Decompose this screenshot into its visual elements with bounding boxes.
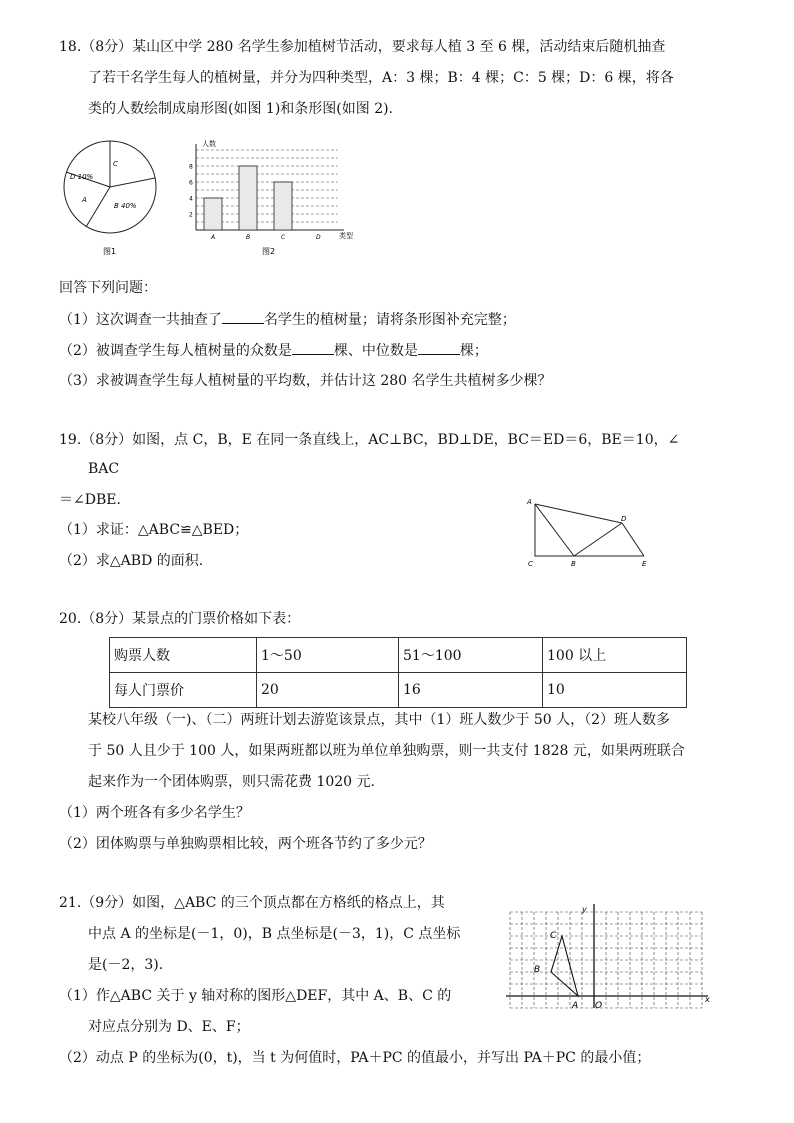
q20-line-4: 起来作为一个团体购票，则只需花费 1020 元. bbox=[88, 774, 375, 790]
bar-x-axis-label: 类型 bbox=[339, 232, 353, 240]
segment-a-b bbox=[535, 504, 574, 556]
q18-part-2-text-a: （2）被调查学生每人植树量的众数是 bbox=[59, 343, 292, 359]
table-cell: 51～100 bbox=[399, 638, 543, 673]
q21-line-2: 中点 A 的坐标是(－1，0)，B 点坐标是(－3，1)，C 点坐标 bbox=[88, 926, 461, 942]
y-tick-label: 4 bbox=[189, 195, 193, 203]
q18-part-1-text-a: （1）这次调查一共抽查了 bbox=[59, 312, 222, 328]
q19-part-1: （1）求证：△ABC≌△BED； bbox=[59, 522, 249, 538]
q18-part-1 bbox=[59, 309, 516, 330]
point-label-b: B bbox=[534, 965, 541, 975]
triangle-abc bbox=[551, 936, 578, 996]
table-cell: 每人门票价 bbox=[110, 673, 257, 708]
q18-part-3: （3）求被调查学生每人植树量的平均数，并估计这 280 名学生共植树多少棵？ bbox=[59, 373, 552, 389]
x-tick-label: D bbox=[316, 234, 321, 241]
x-tick-label: C bbox=[281, 234, 286, 241]
q21-line-3: 是(－2，3). bbox=[88, 957, 164, 973]
line-c-e bbox=[535, 504, 644, 556]
segment-a-d bbox=[535, 504, 622, 523]
q20-part-1: （1）两个班各有多少名学生？ bbox=[59, 805, 250, 821]
triangle-figure-q19 bbox=[524, 496, 654, 572]
bar-y-axis-label: 人数 bbox=[202, 140, 216, 148]
segment-d-e bbox=[622, 523, 644, 556]
table-row bbox=[110, 673, 687, 708]
pie-label-a: A bbox=[82, 196, 87, 204]
table-cell: 1～50 bbox=[257, 638, 399, 673]
q18-line-1: 18.（8分）某山区中学 280 名学生参加植树节活动，要求每人植 3 至 6 棵，活动结束后随机抽查 bbox=[59, 39, 666, 55]
ticket-price-table bbox=[109, 637, 687, 708]
pie-divider-c-b bbox=[110, 178, 155, 187]
q21-part-1a: （1）作△ABC 关于 y 轴对称的图形△DEF，其中 A、B、C 的 bbox=[59, 988, 452, 1004]
pie-label-b: B 40% bbox=[114, 202, 137, 210]
segment-b-d bbox=[574, 523, 622, 556]
coordinate-grid-figure bbox=[502, 900, 712, 1012]
q21-part-1b: 对应点分别为 D、E、F； bbox=[88, 1019, 250, 1035]
q21-line-1: 21.（9分）如图，△ABC 的三个顶点都在方格纸的格点上，其 bbox=[59, 895, 445, 911]
q19-part-2: （2）求△ABD 的面积. bbox=[59, 553, 204, 569]
q21-part-2: （2）动点 P 的坐标为(0，t)，当 t 为何值时，PA＋PC 的值最小，并写出 PA＋PC 的最小值； bbox=[59, 1050, 651, 1066]
q20-line-2: 某校八年级（一)、（二）两班计划去游览该景点，其中（1）班人数少于 50 人，（2）班人数多 bbox=[88, 712, 670, 728]
bar-b bbox=[239, 166, 257, 230]
q18-line-2: 了若干名学生每人的植树量，并分为四种类型，A：3 棵；B：4 棵；C：5 棵；D：6 棵，将各 bbox=[88, 70, 674, 86]
q18-part-2 bbox=[59, 340, 488, 361]
y-tick-label: 2 bbox=[189, 211, 193, 219]
bar-caption: 图2 bbox=[262, 247, 276, 256]
table-cell: 购票人数 bbox=[110, 638, 257, 673]
y-tick-label: 6 bbox=[189, 179, 193, 187]
y-tick-label: 8 bbox=[189, 163, 193, 171]
q20-part-2: （2）团体购票与单独购票相比较，两个班各节约了多少元？ bbox=[59, 836, 432, 852]
table-row bbox=[110, 638, 687, 673]
q19-line-2: BAC bbox=[88, 461, 120, 477]
q18-part-1-text-b: 名学生的植树量；请将条形图补充完整； bbox=[263, 312, 516, 328]
q20-line-1: 20.（8分）某景点的门票价格如下表： bbox=[59, 611, 301, 627]
q19-line-3: ＝∠DBE． bbox=[59, 492, 131, 508]
point-label-a: A bbox=[572, 1001, 579, 1011]
bar-marks bbox=[204, 166, 292, 230]
bar-a bbox=[204, 198, 222, 230]
x-tick-label: A bbox=[211, 234, 216, 241]
q18-intro: 回答下列问题： bbox=[59, 280, 157, 296]
bar-x-ticks bbox=[210, 234, 321, 241]
bar-y-ticks bbox=[189, 164, 193, 219]
pie-divider-a-b bbox=[86, 187, 110, 227]
point-label-a: A bbox=[527, 498, 532, 506]
table-cell: 100 以上 bbox=[543, 638, 687, 673]
answer-blank[interactable] bbox=[418, 340, 460, 355]
point-label-d: D bbox=[621, 515, 627, 523]
q18-part-2-text-c: 棵； bbox=[459, 343, 488, 359]
origin-label: O bbox=[595, 1001, 603, 1011]
pie-caption: 图1 bbox=[103, 247, 117, 256]
bar-chart-figure bbox=[182, 136, 364, 262]
point-label-c: C bbox=[528, 560, 533, 568]
q19-line-1: 19.（8分）如图，点 C，B，E 在同一条直线上，AC⊥BC，BD⊥DE，BC＝ED＝6，BE＝10，∠ bbox=[59, 432, 680, 448]
x-axis-label: x bbox=[705, 995, 710, 1004]
point-label-c: C bbox=[550, 931, 557, 941]
y-axis-label: y bbox=[582, 905, 587, 914]
q18-part-2-text-b: 棵、中位数是 bbox=[333, 343, 418, 359]
q18-line-3: 类的人数绘制成扇形图(如图 1)和条形图(如图 2). bbox=[88, 101, 394, 117]
pie-chart-figure bbox=[58, 136, 168, 262]
pie-label-c: C bbox=[113, 160, 118, 168]
x-tick-label: B bbox=[246, 234, 251, 241]
answer-blank[interactable] bbox=[222, 309, 264, 324]
grid-dashed-lines bbox=[510, 912, 702, 1008]
answer-blank[interactable] bbox=[292, 340, 334, 355]
point-label-e: E bbox=[642, 560, 647, 568]
table-cell: 10 bbox=[543, 673, 687, 708]
point-label-b: B bbox=[571, 560, 576, 568]
table-cell: 20 bbox=[257, 673, 399, 708]
pie-label-d: D 10% bbox=[70, 173, 94, 181]
bar-c bbox=[274, 182, 292, 230]
table-cell: 16 bbox=[399, 673, 543, 708]
q20-line-3: 于 50 人且少于 100 人，如果两班都以班为单位单独购票，则一共支付 1828 元，如果两班联合 bbox=[88, 743, 685, 759]
